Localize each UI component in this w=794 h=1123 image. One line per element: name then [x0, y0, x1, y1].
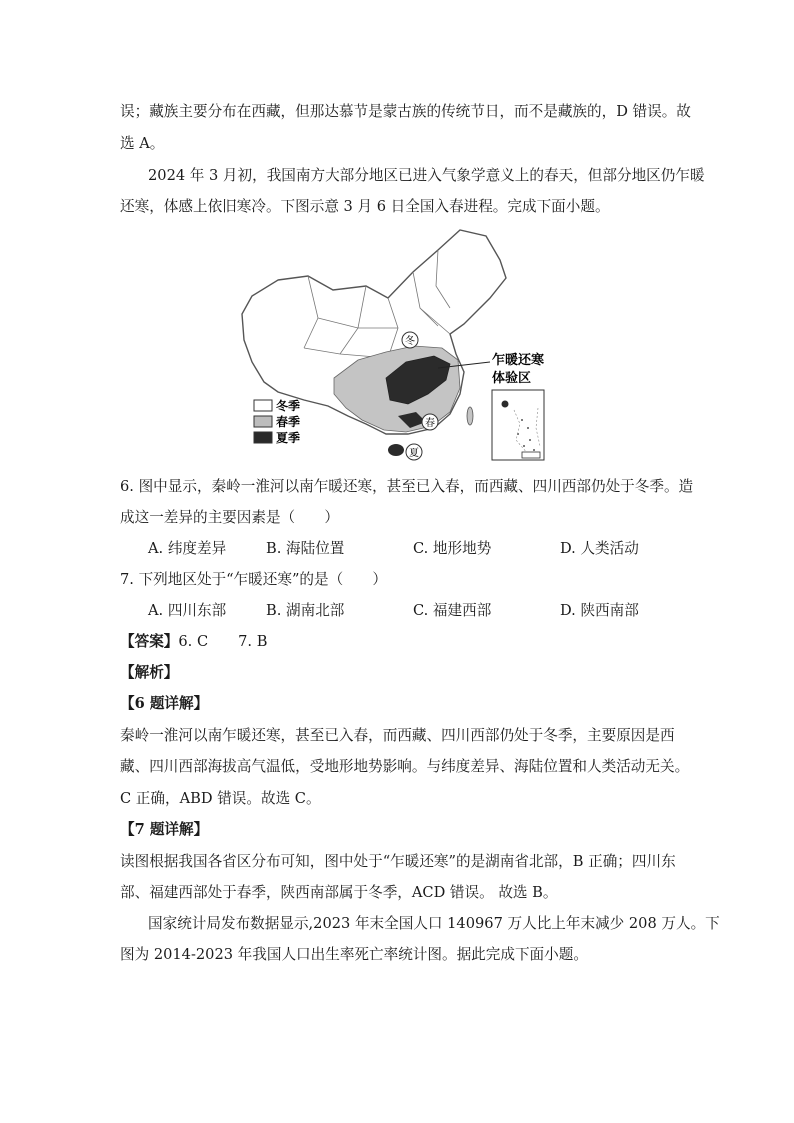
answer-7: 7. B: [238, 633, 268, 650]
q6-line-2: 成这一差异的主要因素是（ ）: [120, 509, 339, 526]
q6-options: [148, 539, 688, 559]
legend-label-summer: 夏季: [276, 431, 301, 445]
legend-label-winter: 冬季: [276, 399, 301, 413]
q6-option-d[interactable]: D. 人类活动: [560, 540, 639, 557]
detail7-line-2: 部、福建西部处于春季，陕西南部属于冬季，ACD 错误。 故选 B。: [120, 884, 558, 901]
passage-line-1: 2024 年 3 月初，我国南方大部分地区已进入气象学意义上的春天，但部分地区仍乍暖: [148, 167, 705, 184]
intro-line-2: 选 A。: [120, 135, 165, 152]
next-line-1: 国家统计局发布数据显示,2023 年末全国人口 140967 万人比上年末减少 208 万人。下: [148, 915, 720, 932]
next-line-2: 图为 2014-2023 年我国人口出生率死亡率统计图。据此完成下面小题。: [120, 946, 588, 963]
answer-label: 【答案】: [120, 633, 179, 650]
legend-label-spring: 春季: [276, 415, 301, 429]
taiwan-island: [467, 407, 473, 425]
hainan-island: [388, 444, 404, 456]
detail6-label: 【6 题详解】: [120, 695, 209, 712]
legend-swatch-spring: [254, 416, 272, 427]
q6-option-b[interactable]: B. 海陆位置: [266, 540, 345, 557]
q7-option-d[interactable]: D. 陕西南部: [560, 602, 639, 619]
analysis-label: 【解析】: [120, 664, 179, 681]
q6-line-1: 6. 图中显示，秦岭一淮河以南乍暖还寒，甚至已入春，而西藏、四川西部仍处于冬季。造: [120, 478, 694, 495]
q7-option-b[interactable]: B. 湖南北部: [266, 602, 345, 619]
china-spring-map: [238, 228, 554, 464]
circle-label-summer: 夏: [409, 448, 419, 459]
detail6-line-1: 秦岭一淮河以南乍暖还寒，甚至已入春，而西藏、四川西部仍处于冬季，主要原因是西: [120, 727, 675, 744]
detail6-line-2: 藏、四川西部海拔高气温低，受地形地势影响。与纬度差异、海陆位置和人类活动无关。: [120, 758, 690, 775]
circle-label-spring: 春: [425, 418, 435, 429]
callout-line-1: 乍暖还寒: [492, 353, 545, 368]
circle-label-winter: 冬: [405, 336, 415, 347]
passage-line-2: 还寒，体感上依旧寒冷。下图示意 3 月 6 日全国入春进程。完成下面小题。: [120, 198, 610, 215]
q7-line-1: 7. 下列地区处于“乍暖还寒”的是（ ）: [120, 571, 387, 588]
callout-line-2: 体验区: [492, 371, 532, 386]
answer-line: [120, 632, 267, 652]
detail6-line-3: C 正确，ABD 错误。故选 C。: [120, 790, 321, 807]
legend-swatch-winter: [254, 400, 272, 411]
q7-option-c[interactable]: C. 福建西部: [413, 602, 492, 619]
q7-options: [148, 601, 688, 621]
detail7-line-1: 读图根据我国各省区分布可知，图中处于“乍暖还寒”的是湖南省北部，B 正确；四川东: [120, 853, 676, 870]
q6-option-c[interactable]: C. 地形地势: [413, 540, 492, 557]
q6-option-a[interactable]: A. 纬度差异: [148, 540, 227, 557]
intro-line-1: 误；藏族主要分布在西藏，但那达慕节是蒙古族的传统节日，而不是藏族的，D 错误。故: [120, 103, 691, 120]
q7-option-a[interactable]: A. 四川东部: [148, 602, 227, 619]
answer-6: 6. C: [178, 633, 209, 650]
detail7-label: 【7 题详解】: [120, 821, 209, 838]
legend-swatch-summer: [254, 432, 272, 443]
